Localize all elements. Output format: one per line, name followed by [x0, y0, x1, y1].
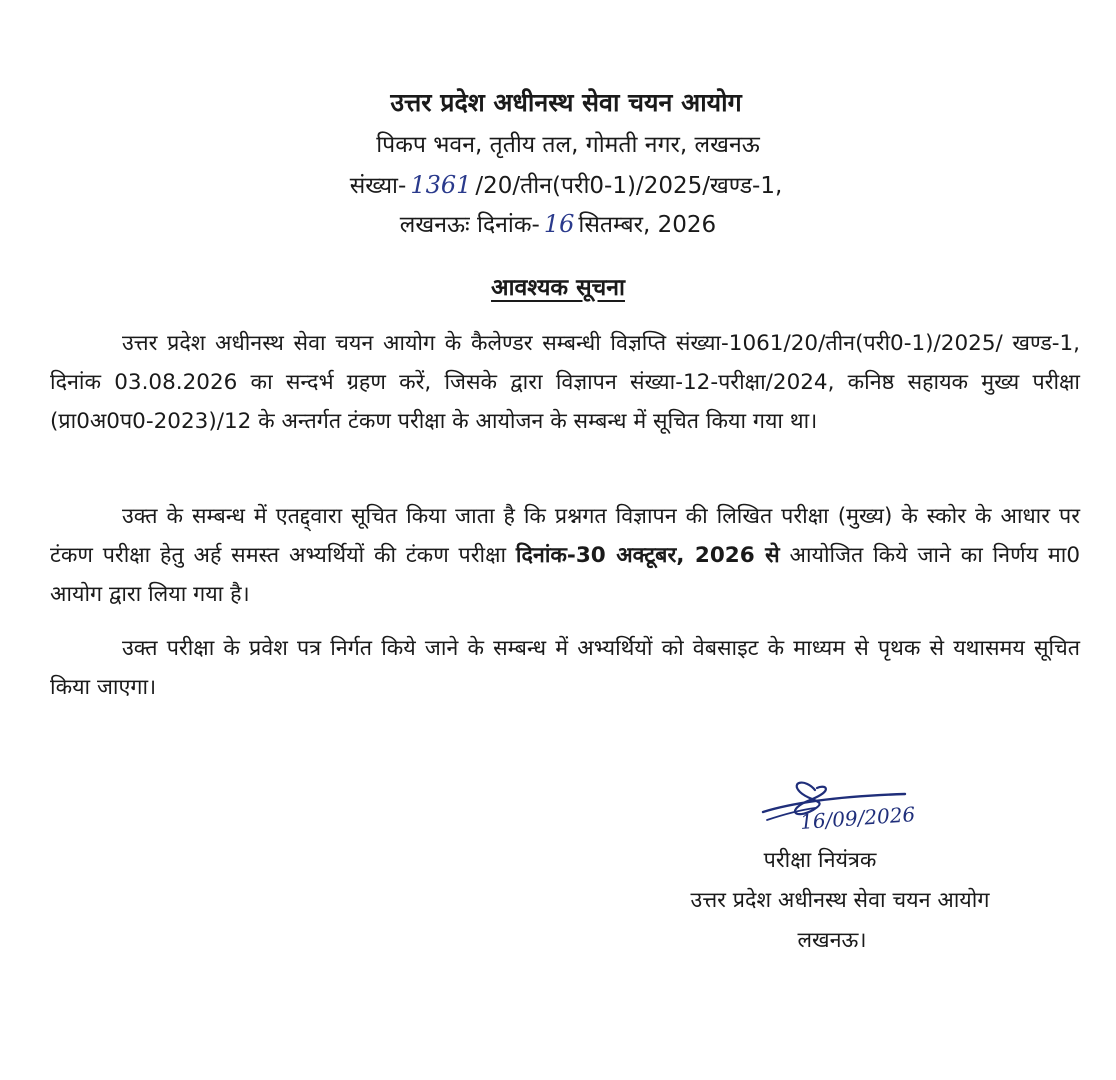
reference-number: [8, 168, 1116, 200]
organization-title: उत्तर प्रदेश अधीनस्थ सेवा चयन आयोग: [390, 88, 742, 117]
reference-suffix: /20/तीन(परी0-1)/2025/खण्ड-1,: [475, 173, 783, 199]
exam-date-highlight: दिनांक-30 अक्टूबर, 2026 से: [515, 543, 780, 568]
subject-text: आवश्यक सूचना: [491, 275, 625, 301]
para2-text-start: उक्त के सम्बन्ध में एतद्द्वारा सूचित किया जाता है कि प्रश्नगत विज्ञापन की लिखित परीक्षा (मुख्य) के स्कोर के आधार पर टंकण परीक्षा हेतु अर्ह समस्त अभ्यर्थियों की टंकण परीक्षा: [50, 504, 1080, 568]
handwritten-date-day: 16: [543, 210, 575, 238]
notice-subject: [0, 270, 1116, 302]
issue-date: [0, 207, 1116, 239]
signature-date: 16/09/2026: [799, 802, 916, 834]
signatory-designation: परीक्षा नियंत्रक: [763, 848, 877, 873]
handwritten-reference-number: 1361: [410, 171, 472, 199]
organization-address: पिकप भवन, तृतीय तल, गोमती नगर, लखनऊ: [376, 132, 760, 158]
date-suffix: सितम्बर, 2026: [578, 212, 717, 238]
signatory-city: लखनऊ।: [797, 928, 867, 953]
body-paragraph-2: [50, 497, 1080, 614]
reference-prefix: संख्या-: [349, 173, 407, 199]
date-prefix: लखनऊः दिनांक-: [399, 212, 540, 238]
body-paragraph-3: उक्त परीक्षा के प्रवेश पत्र निर्गत किये जाने के सम्बन्ध में अभ्यर्थियों को वेबसाइट के माध्यम से पृथक से यथासमय सूचित किया जाएगा।: [50, 636, 1080, 700]
body-paragraph-1: उत्तर प्रदेश अधीनस्थ सेवा चयन आयोग के कैलेण्डर सम्बन्धी विज्ञप्ति संख्या-1061/20/तीन(परी0-1)/2025/ खण्ड-1, दिनांक 03.08.2026 का सन्दर्भ ग्रहण करें, जिसके द्वारा विज्ञापन संख्या-12-परीक्षा/2024, कनिष्ठ सहायक मुख्य परीक्षा (प्रा0अ0प0-2023)/12 के अन्तर्गत टंकण परीक्षा के आयोजन के सम्बन्ध में सूचित किया गया था।: [50, 331, 1080, 434]
para2-text-end: आयोजित किये जाने का निर्णय मा0 आयोग द्वारा लिया गया है।: [50, 543, 1081, 607]
signatory-organization: उत्तर प्रदेश अधीनस्थ सेवा चयन आयोग: [690, 888, 990, 913]
